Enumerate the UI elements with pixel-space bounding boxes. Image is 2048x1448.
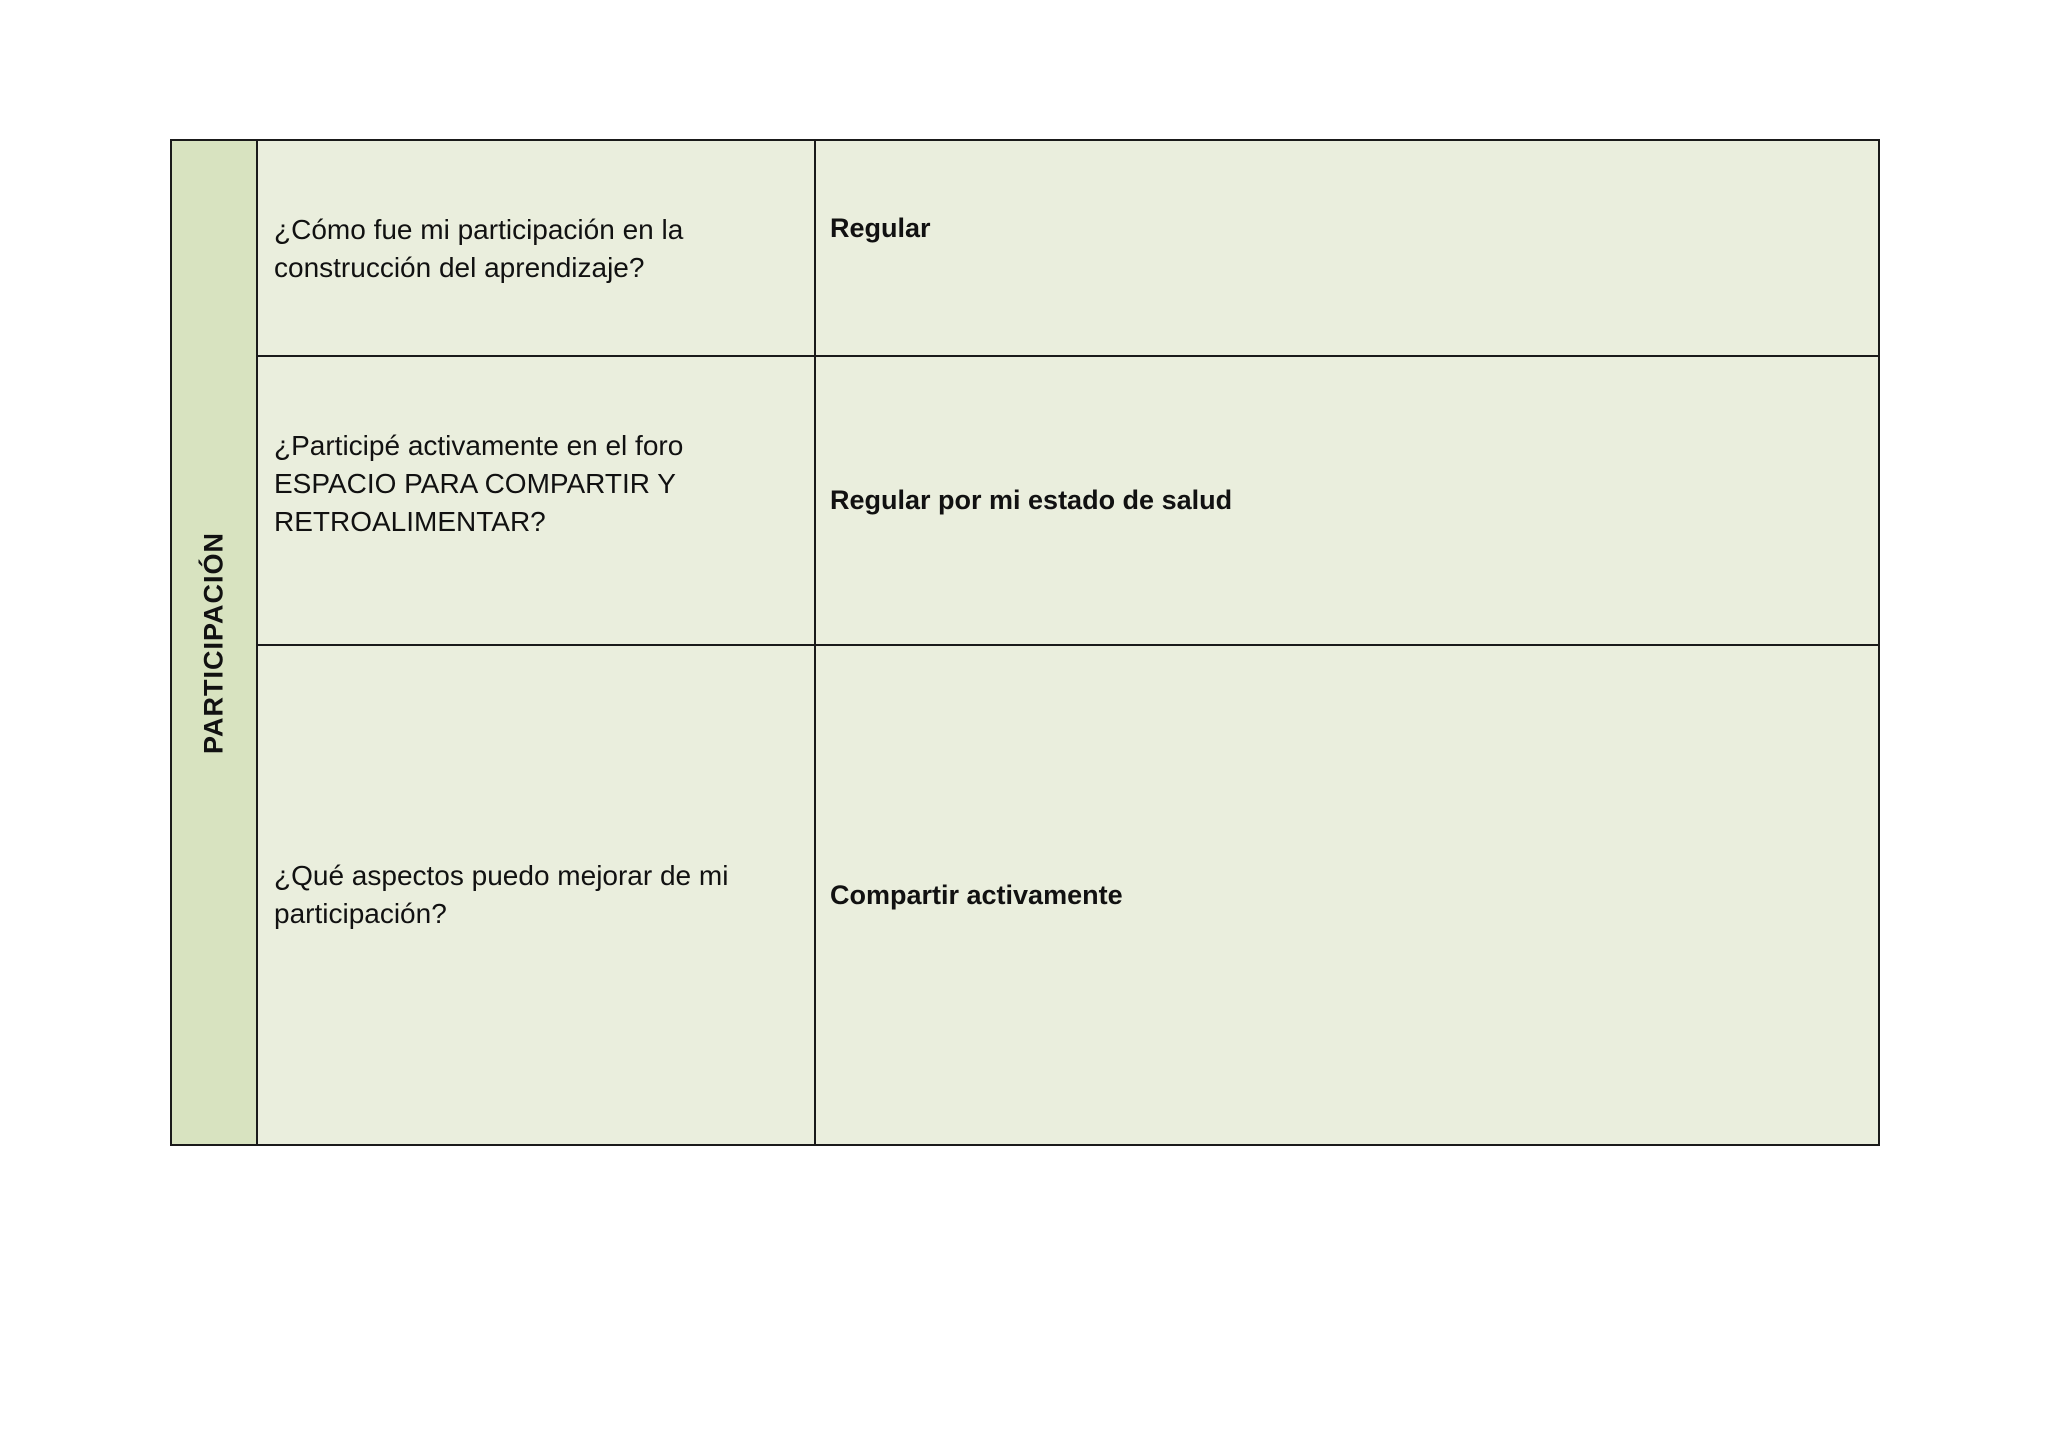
answer-cell-2 (816, 355, 1878, 644)
section-label: PARTICIPACIÓN (198, 531, 229, 754)
answer-cell-3 (816, 644, 1878, 1144)
question-text-3: ¿Qué aspectos puedo mejorar de mi participación? (274, 860, 729, 929)
question-cell-3 (258, 644, 816, 1144)
question-cell-1 (258, 141, 816, 355)
participation-evaluation-table (170, 139, 1880, 1146)
answer-cell-1 (816, 141, 1878, 355)
question-text-2: ¿Participé activamente en el foro ESPACIO PARA COMPARTIR Y RETROALIMENTAR? (274, 430, 684, 537)
answer-text-1: Regular (830, 213, 931, 243)
question-text-1: ¿Cómo fue mi participación en la construcción del aprendizaje? (274, 214, 684, 283)
answer-text-2: Regular por mi estado de salud (830, 485, 1233, 515)
answer-text-3: Compartir activamente (830, 879, 1123, 910)
section-label-column (172, 141, 258, 1144)
question-cell-2 (258, 355, 816, 644)
